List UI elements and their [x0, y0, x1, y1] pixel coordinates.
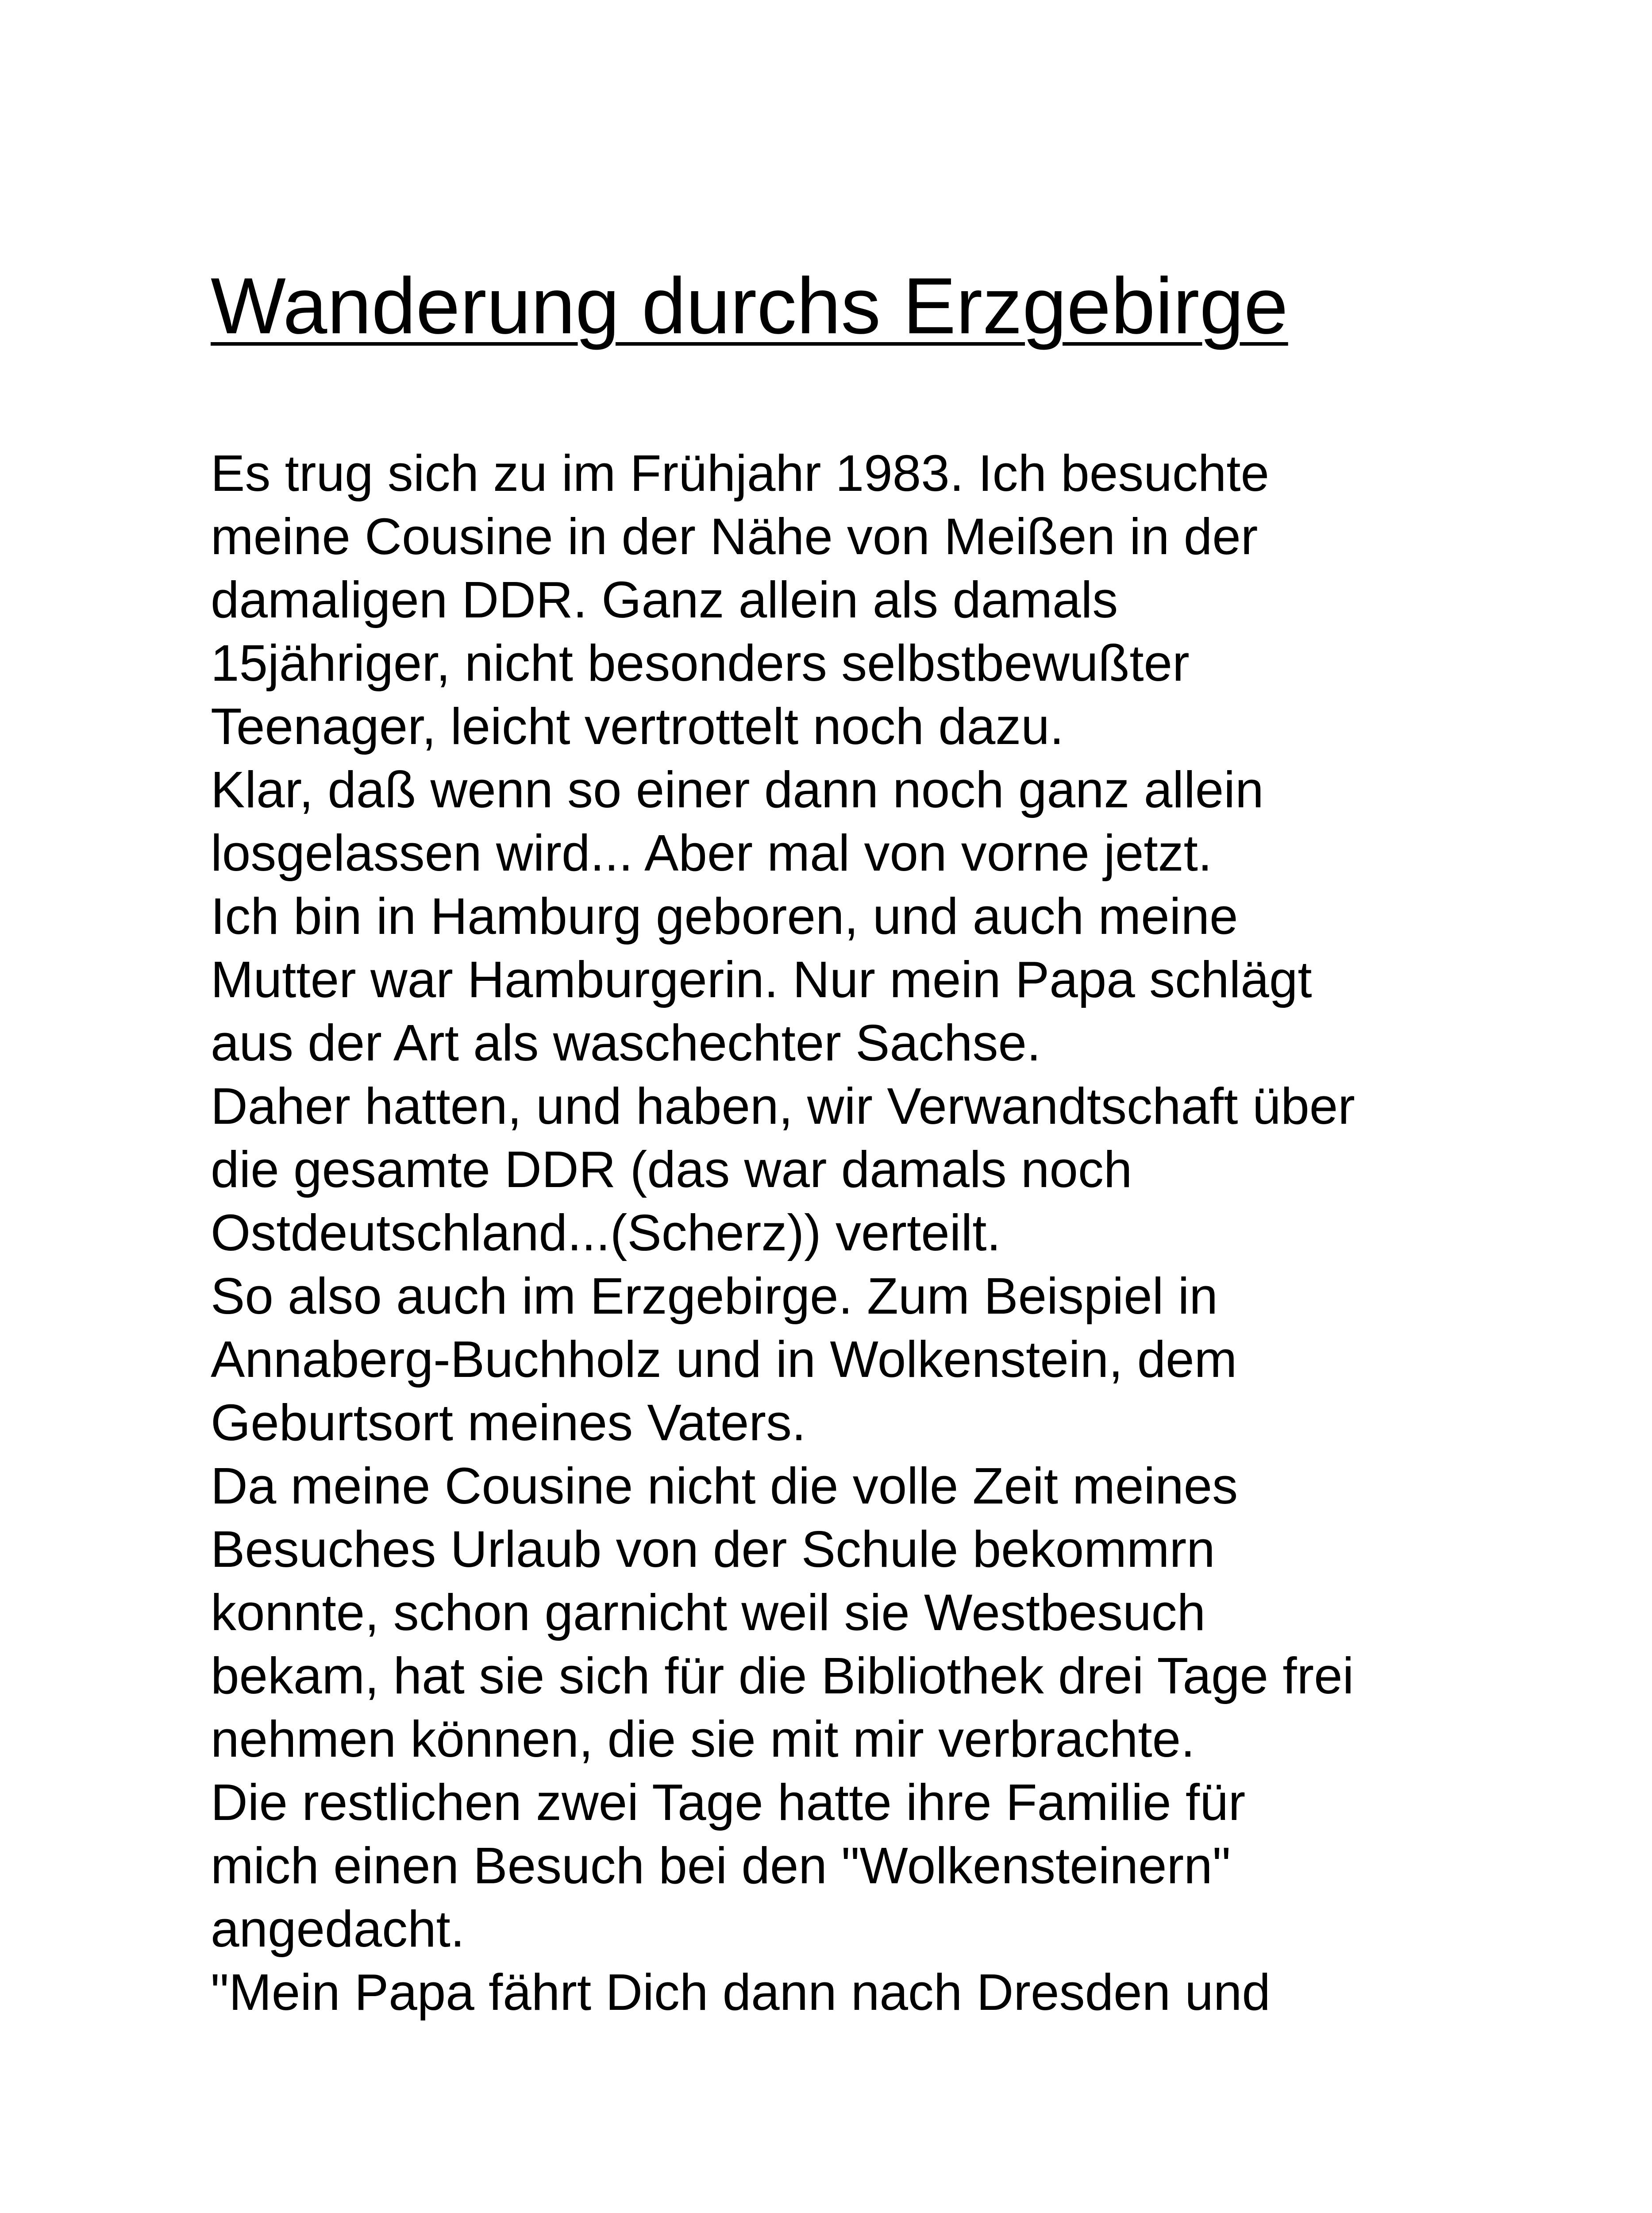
text-line: "Mein Papa fährt Dich dann nach Dresden und	[211, 1963, 1271, 2021]
text-line: 15jähriger, nicht besonders selbstbewußter	[211, 634, 1190, 692]
text-line: losgelassen wird... Aber mal von vorne jetzt.	[211, 824, 1213, 882]
text-line: konnte, schon garnicht weil sie Westbesuch	[211, 1584, 1206, 1641]
text-line: So also auch im Erzgebirge. Zum Beispiel in	[211, 1267, 1218, 1325]
text-line: meine Cousine in der Nähe von Meißen in der	[211, 508, 1258, 565]
text-line: Die restlichen zwei Tage hatte ihre Familie für	[211, 1773, 1246, 1831]
text-line: Ich bin in Hamburg geboren, und auch meine	[211, 887, 1238, 945]
text-line: mich einen Besuch bei den "Wolkensteinern"	[211, 1837, 1231, 1894]
text-line: die gesamte DDR (das war damals noch	[211, 1141, 1132, 1198]
text-line: bekam, hat sie sich für die Bibliothek drei Tage frei	[211, 1647, 1354, 1704]
text-line: Daher hatten, und haben, wir Verwandtschaft über	[211, 1077, 1355, 1135]
text-line: Annaberg-Buchholz und in Wolkenstein, dem	[211, 1330, 1237, 1388]
document-body	[211, 442, 1355, 2024]
text-line: Ostdeutschland...(Scherz)) verteilt.	[211, 1204, 1001, 1261]
text-line: Teenager, leicht vertrottelt noch dazu.	[211, 698, 1064, 755]
text-line: nehmen können, die sie mit mir verbrachte.	[211, 1710, 1195, 1768]
text-line: Es trug sich zu im Frühjahr 1983. Ich besuchte	[211, 444, 1270, 502]
document-title: Wanderung durchs Erzgebirge	[211, 262, 1288, 351]
text-line: damaligen DDR. Ganz allein als damals	[211, 571, 1118, 628]
text-line: Mutter war Hamburgerin. Nur mein Papa schlägt	[211, 951, 1312, 1008]
text-line: Besuches Urlaub von der Schule bekommrn	[211, 1520, 1215, 1578]
text-line: Geburtsort meines Vaters.	[211, 1394, 806, 1451]
text-line: aus der Art als waschechter Sachse.	[211, 1014, 1041, 1072]
text-line: Klar, daß wenn so einer dann noch ganz allein	[211, 761, 1264, 818]
text-line: angedacht.	[211, 1900, 465, 1958]
text-line: Da meine Cousine nicht die volle Zeit meines	[211, 1457, 1238, 1515]
